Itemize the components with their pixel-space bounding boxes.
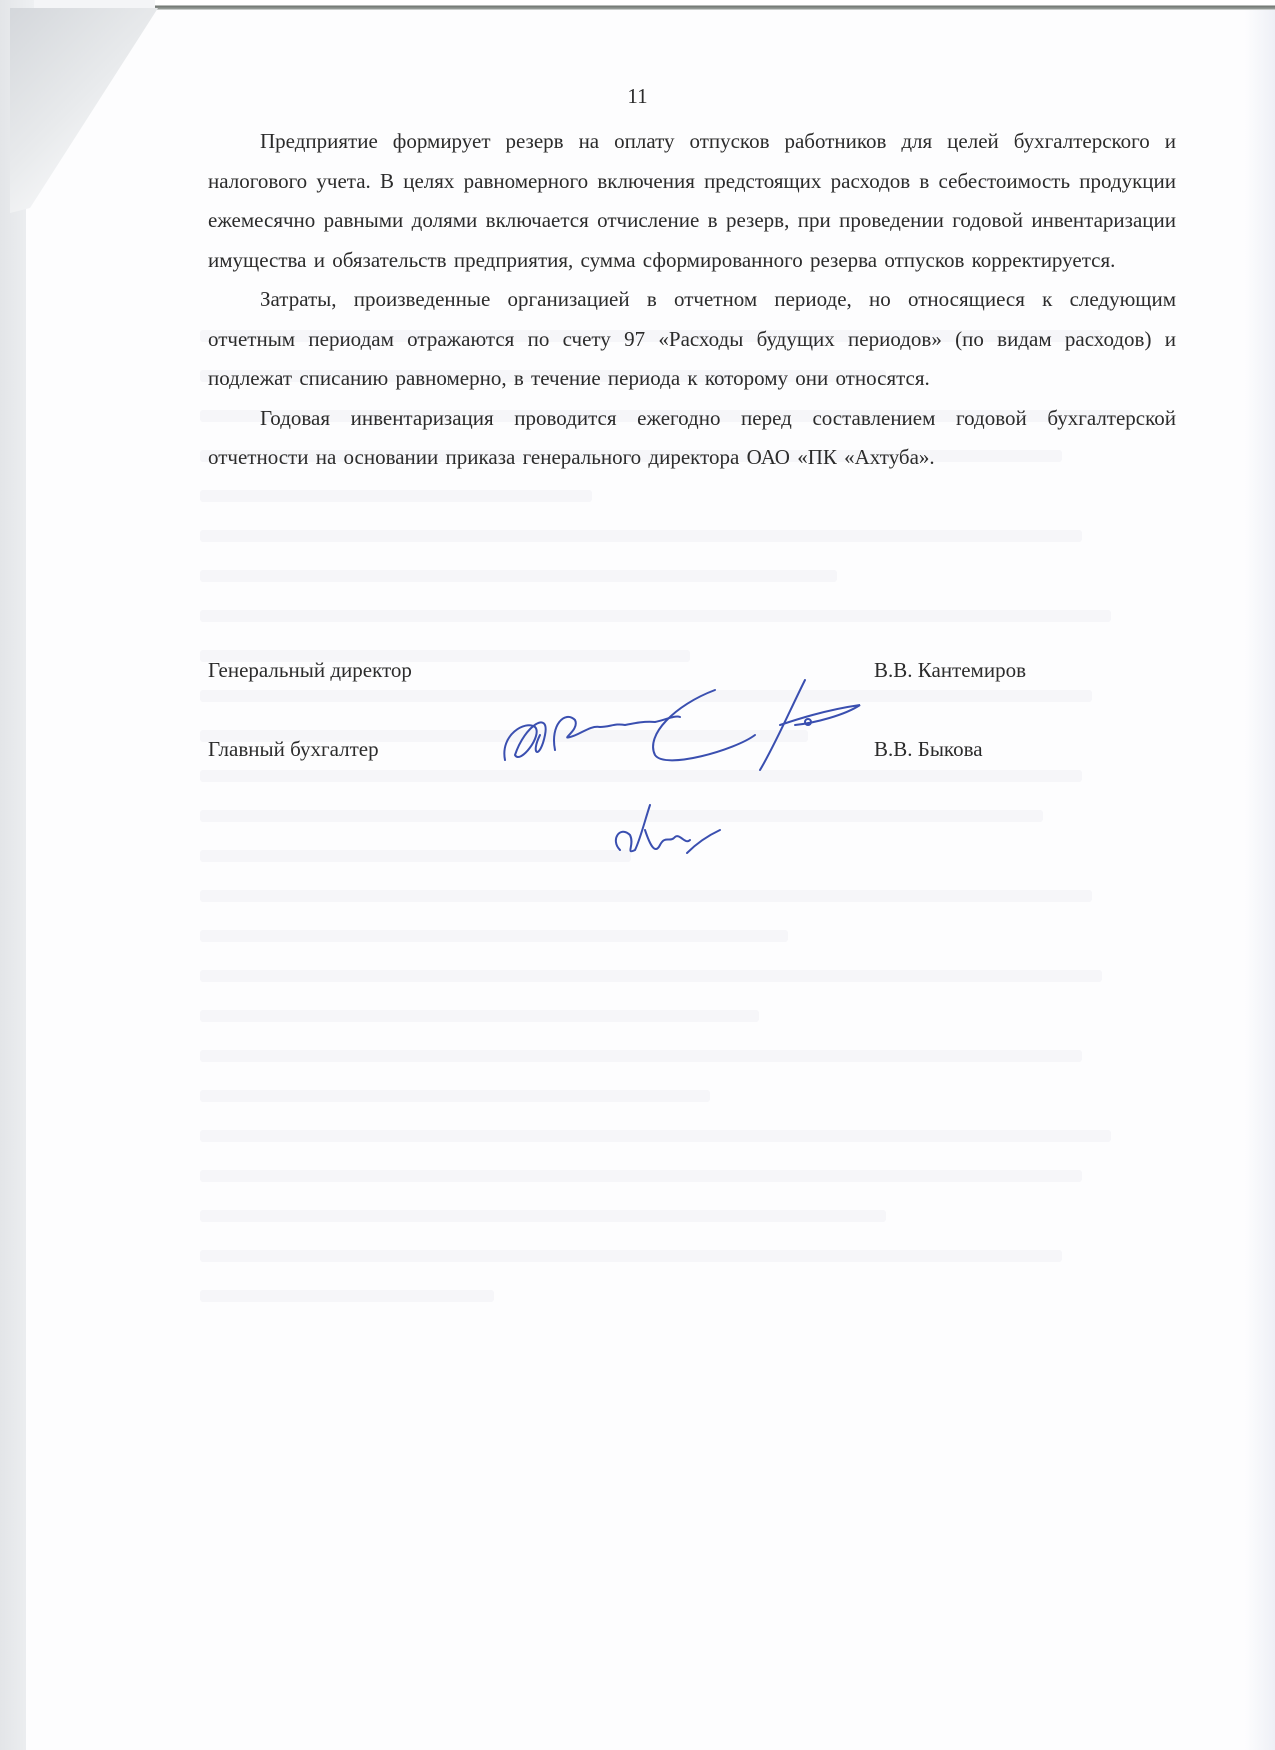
signature-row-accountant xyxy=(208,737,1176,777)
paragraph-vacation-reserve: Предприятие формирует резерв на оплату отпусков работников для целей бухгалтерского и налогового учета. В целях равномерного включения предстоящих расходов в себестоимость продукции ежемесячно равными долями включается отчисление в резерв, при проведении годовой инвентаризации имущества и обязательств предприятия, сумма сформированного резерва отпусков корректируется. xyxy=(208,129,1176,272)
signatory-name: В.В. Кантемиров xyxy=(874,658,1026,682)
paragraph-annual-inventory: Годовая инвентаризация проводится ежегодно перед составлением годовой бухгалтерской отчетности на основании приказа генерального директора ОАО «ПК «Ахтуба». xyxy=(208,405,1176,469)
signatory-role: Главный бухгалтер xyxy=(208,737,379,761)
paragraph-deferred-expenses: Затраты, произведенные организацией в отчетном периоде, но относящиеся к следующим отчетным периодам отражаются по счету 97 «Расходы будущих периодов» (по видам расходов) и подлежат списанию равномерно, в течение периода к которому они относятся. xyxy=(208,287,1176,390)
signatory-name: В.В. Быкова xyxy=(874,737,983,761)
signatory-role: Генеральный директор xyxy=(208,658,412,682)
scan-shadow xyxy=(1245,10,1275,1750)
page-number: 11 xyxy=(627,84,648,108)
document-body xyxy=(208,122,1176,478)
scan-top-edge xyxy=(155,0,1275,10)
accountant-signature xyxy=(605,795,725,870)
